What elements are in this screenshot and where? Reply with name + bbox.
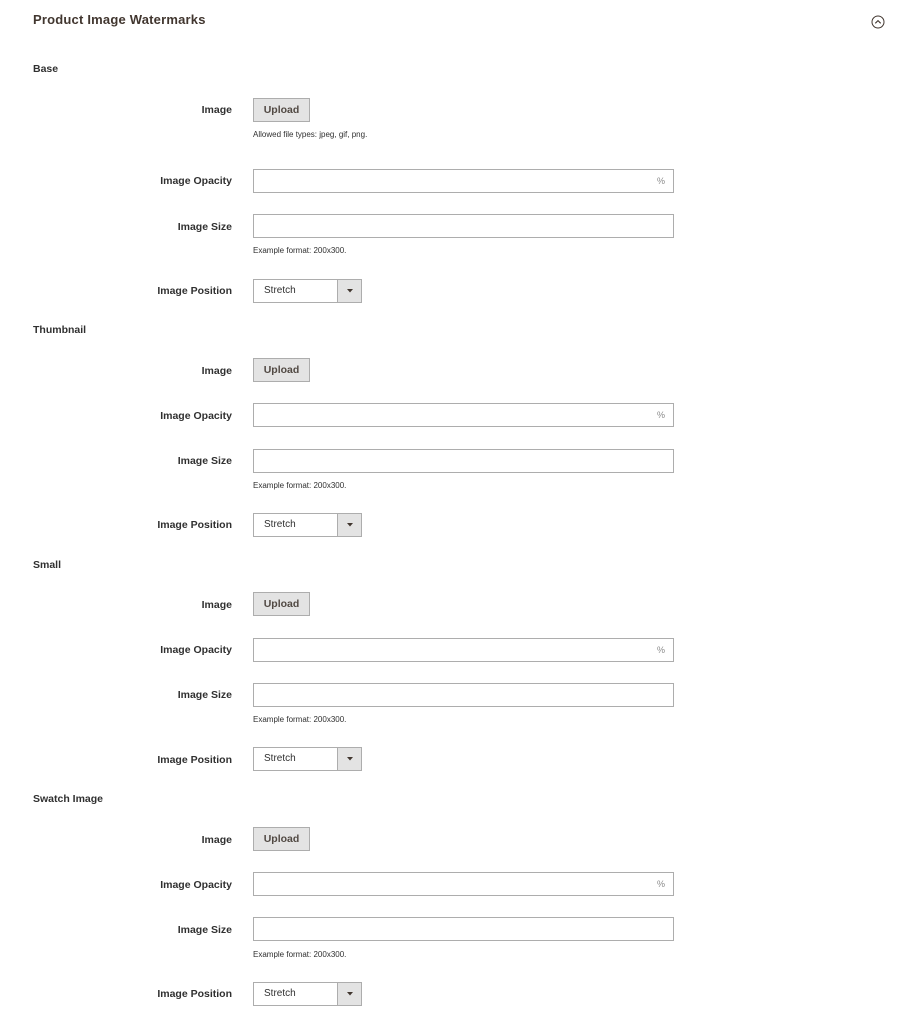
image-label: Image <box>201 834 232 846</box>
percent-addon: % <box>657 176 666 186</box>
dropdown-arrow-icon[interactable] <box>337 748 361 770</box>
image-opacity-label: Image Opacity <box>160 410 232 422</box>
upload-button[interactable]: Upload <box>253 358 310 382</box>
image-opacity-label: Image Opacity <box>160 644 232 656</box>
size-example-note: Example format: 200x300. <box>253 715 347 724</box>
dropdown-arrow-icon[interactable] <box>337 514 361 536</box>
image-position-value: Stretch <box>264 988 296 999</box>
upload-button[interactable]: Upload <box>253 592 310 616</box>
percent-addon: % <box>657 410 666 420</box>
image-position-select[interactable] <box>253 513 362 537</box>
section-title-base: Base <box>33 63 59 75</box>
image-position-value: Stretch <box>264 519 296 530</box>
page-title: Product Image Watermarks <box>33 12 206 27</box>
image-size-label: Image Size <box>177 455 232 467</box>
section-title-small: Small <box>33 559 62 571</box>
image-label: Image <box>201 104 232 116</box>
image-opacity-input[interactable] <box>253 872 674 896</box>
image-size-input[interactable] <box>253 683 674 707</box>
dropdown-arrow-icon[interactable] <box>337 280 361 302</box>
image-size-label: Image Size <box>177 924 232 936</box>
upload-button[interactable]: Upload <box>253 827 310 851</box>
section-title-thumbnail: Thumbnail <box>33 324 87 336</box>
image-size-label: Image Size <box>177 221 232 233</box>
percent-addon: % <box>657 645 666 655</box>
chevron-up-circle-icon[interactable] <box>871 15 885 29</box>
image-position-select[interactable] <box>253 982 362 1006</box>
image-label: Image <box>201 365 232 377</box>
image-position-select[interactable] <box>253 747 362 771</box>
section-title-swatch-image: Swatch Image <box>33 793 104 805</box>
image-size-label: Image Size <box>177 689 232 701</box>
image-opacity-label: Image Opacity <box>160 879 232 891</box>
image-opacity-label: Image Opacity <box>160 175 232 187</box>
size-example-note: Example format: 200x300. <box>253 246 347 255</box>
image-size-input[interactable] <box>253 214 674 238</box>
image-size-input[interactable] <box>253 449 674 473</box>
size-example-note: Example format: 200x300. <box>253 950 347 959</box>
image-position-label: Image Position <box>157 988 232 1000</box>
percent-addon: % <box>657 879 666 889</box>
image-position-label: Image Position <box>157 285 232 297</box>
image-position-value: Stretch <box>264 285 296 296</box>
image-label: Image <box>201 599 232 611</box>
image-position-value: Stretch <box>264 753 296 764</box>
size-example-note: Example format: 200x300. <box>253 481 347 490</box>
dropdown-arrow-icon[interactable] <box>337 983 361 1005</box>
upload-button[interactable]: Upload <box>253 98 310 122</box>
image-position-label: Image Position <box>157 754 232 766</box>
image-size-input[interactable] <box>253 917 674 941</box>
allowed-file-types-note: Allowed file types: jpeg, gif, png. <box>253 130 368 139</box>
image-opacity-input[interactable] <box>253 169 674 193</box>
image-position-select[interactable] <box>253 279 362 303</box>
image-position-label: Image Position <box>157 519 232 531</box>
image-opacity-input[interactable] <box>253 403 674 427</box>
image-opacity-input[interactable] <box>253 638 674 662</box>
